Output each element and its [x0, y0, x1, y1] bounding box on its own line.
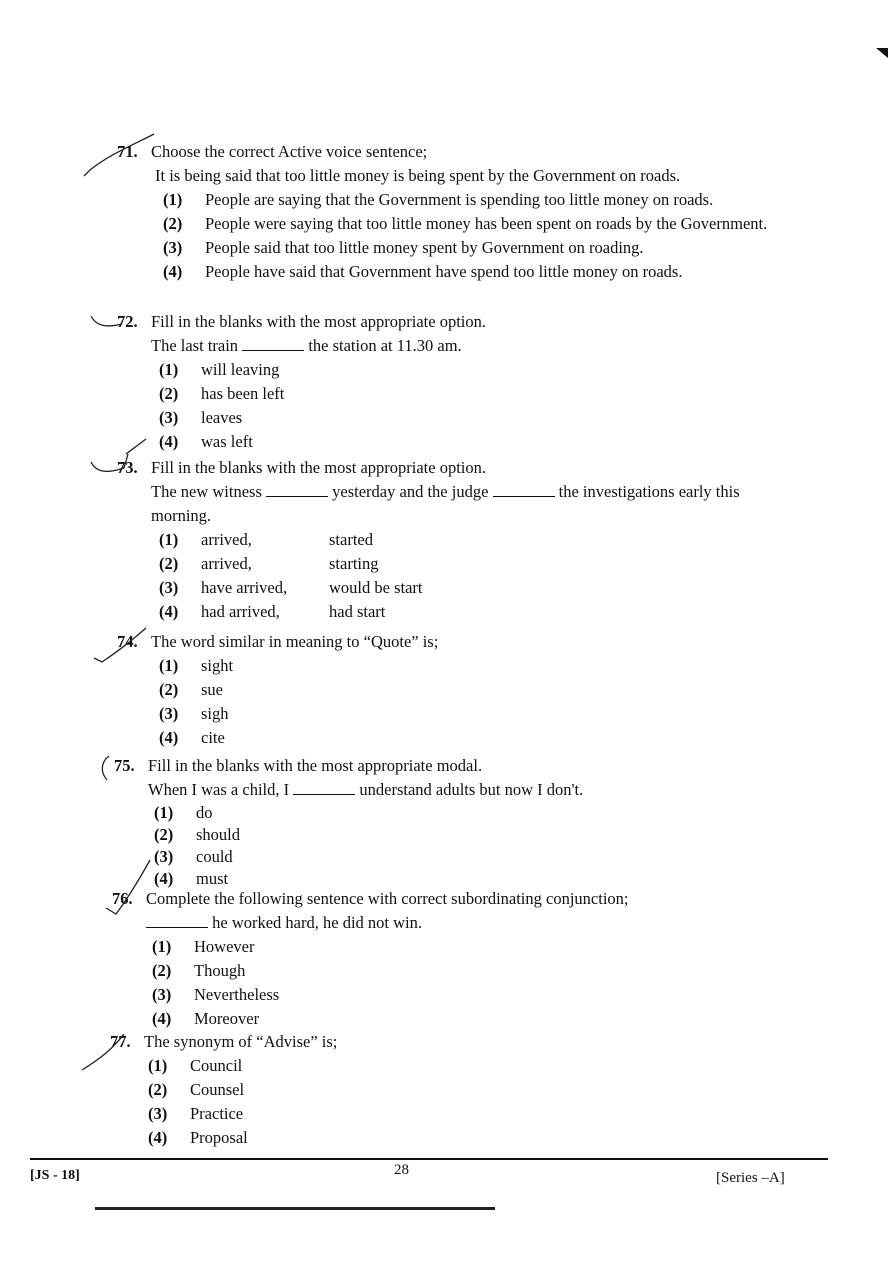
option-number: (2): [159, 554, 179, 573]
question-stem: Fill in the blanks with the most appropriate option.: [151, 458, 487, 477]
question-number: 74.: [117, 632, 138, 651]
option-number: (2): [148, 1080, 168, 1099]
option-text: sue: [201, 680, 223, 699]
option-text-b: had start: [329, 602, 386, 621]
option-1: [117, 528, 740, 552]
footer-rule: [30, 1158, 828, 1160]
stem-part: The new witness: [151, 482, 262, 501]
option-number: (4): [152, 1009, 172, 1028]
option-1: [114, 802, 583, 824]
option-number: (4): [159, 432, 179, 451]
option-4: [117, 430, 486, 454]
option-number: (2): [152, 961, 172, 980]
option-number: (3): [159, 704, 179, 723]
answer-blank: [242, 336, 304, 351]
option-text: do: [196, 803, 213, 822]
option-text-b: starting: [329, 554, 379, 573]
question-72: [117, 310, 486, 454]
option-1: [117, 358, 486, 382]
option-number: (1): [148, 1056, 168, 1075]
option-text: could: [196, 847, 233, 866]
question-number: 71.: [117, 142, 138, 161]
pen-tick-mark-icon: [104, 858, 154, 922]
option-text: Practice: [190, 1104, 244, 1123]
option-text-a: arrived,: [201, 554, 252, 573]
bottom-scan-line: [95, 1207, 495, 1210]
option-number: (1): [163, 190, 183, 209]
option-text-b: started: [329, 530, 373, 549]
pen-tick-mark-icon: [78, 1030, 128, 1074]
option-3: [114, 846, 583, 868]
footer-exam-code: [JS - 18]: [30, 1168, 80, 1183]
option-text: However: [194, 937, 255, 956]
question-stem-sentence: It is being said that too little money is being spent by the Government on roads.: [155, 166, 681, 185]
question-stem-sentence: [117, 334, 486, 358]
option-3: [110, 1102, 337, 1126]
option-text: leaves: [201, 408, 243, 427]
option-text: has been left: [201, 384, 285, 403]
option-2: [110, 1078, 337, 1102]
stem-part: he worked hard, he did not win.: [212, 913, 422, 932]
option-number: (2): [154, 825, 174, 844]
stem-part: the station at 11.30 am.: [308, 336, 462, 355]
answer-blank: [266, 482, 328, 497]
option-number: (3): [154, 847, 174, 866]
option-number: (1): [154, 803, 174, 822]
option-4: [117, 600, 740, 624]
option-text: must: [196, 869, 229, 888]
option-2: [117, 382, 486, 406]
pen-tick-mark-icon: [88, 306, 128, 332]
corner-arrow-icon: [876, 48, 888, 58]
option-text: People have said that Government have spend too little money on roads.: [205, 262, 683, 281]
option-text: People were saying that too little money has been spent on roads by the Government.: [205, 214, 768, 233]
question-stem: Choose the correct Active voice sentence;: [151, 142, 428, 161]
question-77: [110, 1030, 337, 1150]
option-text: Moreover: [194, 1009, 260, 1028]
option-text: Counsel: [190, 1080, 245, 1099]
option-3: [117, 702, 438, 726]
pen-tick-mark-icon: [124, 436, 150, 456]
option-2: [117, 678, 438, 702]
option-text: People are saying that the Government is spending too little money on roads.: [205, 190, 714, 209]
option-number: (2): [163, 214, 183, 233]
option-number: (4): [159, 602, 179, 621]
question-stem: Complete the following sentence with correct subordinating conjunction;: [146, 889, 629, 908]
option-3: [112, 983, 629, 1007]
pen-tick-mark-icon: [80, 130, 160, 180]
option-2: [112, 959, 629, 983]
option-2: [117, 212, 795, 236]
option-text: should: [196, 825, 241, 844]
option-1: [112, 935, 629, 959]
option-text: Nevertheless: [194, 985, 280, 1004]
option-text-a: arrived,: [201, 530, 252, 549]
option-number: (1): [159, 530, 179, 549]
option-text-a: have arrived,: [201, 578, 288, 597]
answer-blank: [493, 482, 555, 497]
option-text: sight: [201, 656, 234, 675]
option-number: (2): [159, 384, 179, 403]
option-4: [117, 260, 795, 284]
stem-part: the investigations early this: [558, 482, 740, 501]
option-number: (3): [152, 985, 172, 1004]
question-stem-continuation: morning.: [151, 506, 212, 525]
stem-part: The last train: [151, 336, 239, 355]
answer-blank: [293, 780, 355, 795]
option-text: sigh: [201, 704, 229, 723]
option-number: (4): [154, 869, 174, 888]
footer-page-number: 28: [394, 1162, 409, 1178]
question-stem: The word similar in meaning to “Quote” is;: [151, 632, 439, 651]
option-number: (3): [163, 238, 183, 257]
option-2: [117, 552, 740, 576]
option-number: (4): [148, 1128, 168, 1147]
question-76: [112, 887, 629, 1031]
option-text: will leaving: [201, 360, 280, 379]
option-number: (2): [159, 680, 179, 699]
option-3: [117, 236, 795, 260]
question-stem: Fill in the blanks with the most appropriate option.: [151, 312, 487, 331]
question-number: 73.: [117, 458, 138, 477]
option-3: [117, 406, 486, 430]
stem-part: yesterday and the judge: [332, 482, 489, 501]
option-text: Council: [190, 1056, 243, 1075]
question-73: [117, 456, 740, 624]
question-number: 77.: [110, 1032, 131, 1051]
question-number: 76.: [112, 889, 133, 908]
question-stem: The synonym of “Advise” is;: [144, 1032, 338, 1051]
option-1: [110, 1054, 337, 1078]
answer-blank: [146, 913, 208, 928]
option-1: [117, 654, 438, 678]
option-4: [112, 1007, 629, 1031]
option-number: (1): [152, 937, 172, 956]
stem-part: When I was a child, I: [148, 780, 290, 799]
option-number: (4): [159, 728, 179, 747]
option-text-b: would be start: [329, 578, 423, 597]
footer-series: [Series –A]: [716, 1170, 785, 1186]
option-number: (3): [159, 408, 179, 427]
question-stem-sentence: [114, 778, 583, 802]
option-number: (1): [159, 656, 179, 675]
question-stem-sentence: [117, 480, 740, 504]
option-text: People said that too little money spent by Government on roading.: [205, 238, 644, 257]
question-74: [117, 630, 438, 750]
option-4: [117, 726, 438, 750]
question-number: 75.: [114, 756, 135, 775]
pen-bracket-mark-icon: [95, 752, 119, 782]
pen-tick-mark-icon: [90, 624, 150, 668]
option-number: (3): [148, 1104, 168, 1123]
option-number: (3): [159, 578, 179, 597]
option-1: [117, 188, 795, 212]
option-text: Though: [194, 961, 246, 980]
option-text: was left: [201, 432, 253, 451]
option-text: cite: [201, 728, 225, 747]
question-stem-sentence: [112, 911, 629, 935]
stem-part: understand adults but now I don't.: [359, 780, 584, 799]
option-4: [110, 1126, 337, 1150]
option-number: (1): [159, 360, 179, 379]
option-2: [114, 824, 583, 846]
option-3: [117, 576, 740, 600]
question-stem: Fill in the blanks with the most appropriate modal.: [148, 756, 483, 775]
option-number: (4): [163, 262, 183, 281]
question-number: 72.: [117, 312, 138, 331]
option-text: Proposal: [190, 1128, 248, 1147]
question-71: [117, 140, 795, 284]
option-text-a: had arrived,: [201, 602, 280, 621]
question-75: [114, 754, 583, 890]
